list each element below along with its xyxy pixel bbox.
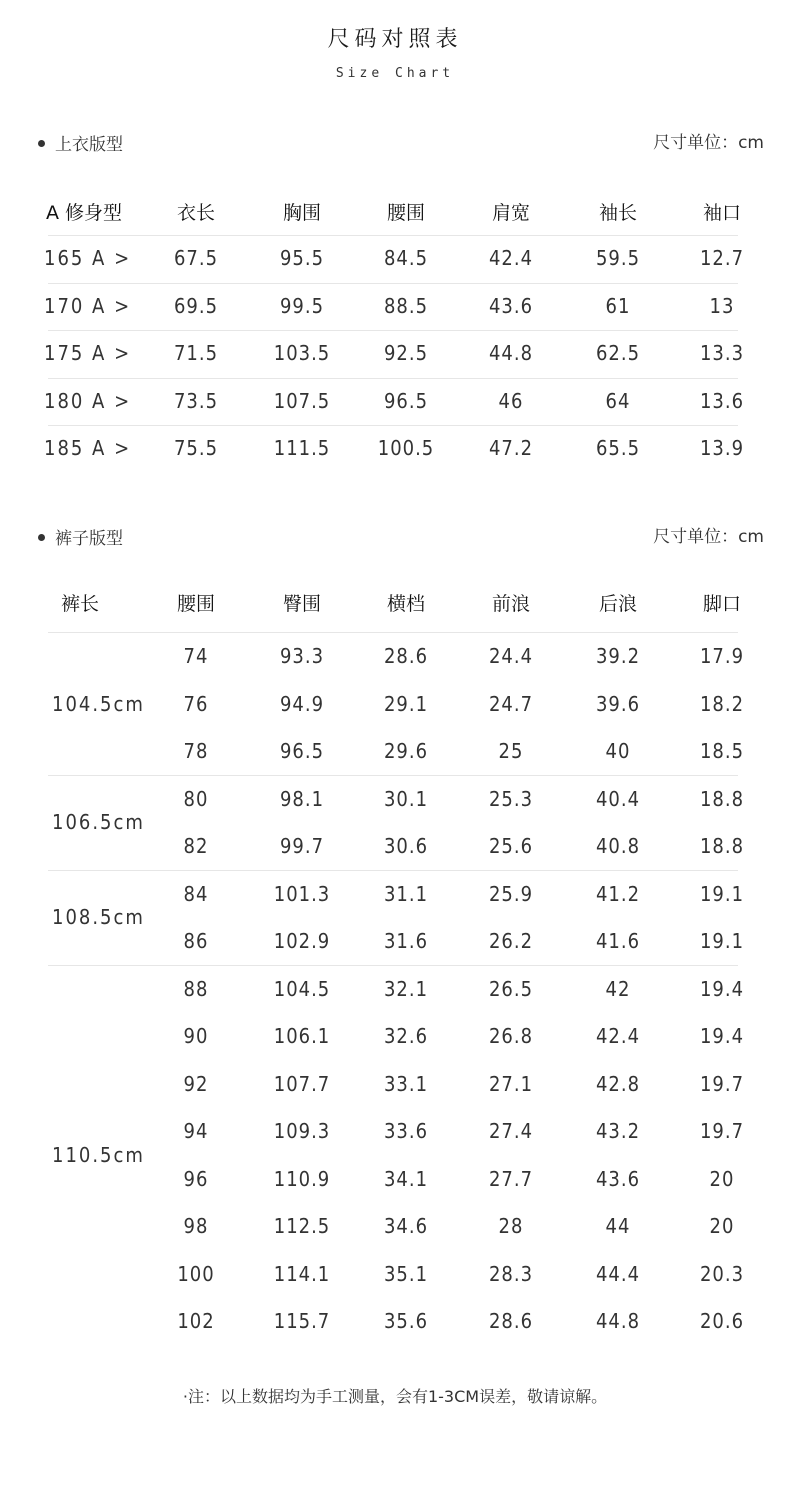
- table-cell: 19.7: [699, 1119, 745, 1143]
- table-cell: 39.6: [595, 692, 641, 716]
- table-cell: 26.2: [488, 929, 534, 953]
- table-cell: 29.1: [383, 692, 429, 716]
- table-cell: 26.8: [488, 1024, 534, 1048]
- table-cell: 78: [183, 739, 209, 763]
- table-cell: 101.3: [273, 882, 331, 906]
- row-divider: [48, 775, 738, 776]
- table-cell: 12.7: [699, 246, 745, 270]
- table-cell: 13.9: [699, 436, 745, 460]
- table-cell: 106.1: [273, 1024, 331, 1048]
- size-label: 165 A >: [44, 246, 132, 270]
- table-cell: 34.6: [383, 1214, 429, 1238]
- table-cell: 102: [177, 1309, 215, 1333]
- size-label: 180 A >: [44, 389, 132, 413]
- table-cell: 96.5: [279, 739, 325, 763]
- table-cell: 111.5: [273, 436, 331, 460]
- table-cell: 25: [498, 739, 524, 763]
- table-cell: 73.5: [173, 389, 219, 413]
- table-cell: 31.1: [383, 882, 429, 906]
- table-cell: 41.6: [595, 929, 641, 953]
- top-section-heading-text: 上衣版型: [55, 135, 123, 155]
- table-cell: 30.1: [383, 787, 429, 811]
- table-cell: 47.2: [488, 436, 534, 460]
- table-cell: 100: [177, 1262, 215, 1286]
- table-cell: 24.4: [488, 644, 534, 668]
- table-cell: 104.5: [273, 977, 331, 1001]
- table-cell: 17.9: [699, 644, 745, 668]
- table-cell: 59.5: [595, 246, 641, 270]
- table-cell: 32.1: [383, 977, 429, 1001]
- table-cell: 96: [183, 1167, 209, 1191]
- column-header: 衣长: [176, 202, 216, 224]
- bullet-icon: [38, 534, 45, 541]
- column-header: 前浪: [491, 593, 531, 615]
- bottom-section-heading-text: 裤子版型: [55, 529, 123, 549]
- table-cell: 102.9: [273, 929, 331, 953]
- table-cell: 24.7: [488, 692, 534, 716]
- table-cell: 28.3: [488, 1262, 534, 1286]
- column-header: 腰围: [176, 593, 216, 615]
- column-header: 腰围: [386, 202, 426, 224]
- column-header: 臀围: [282, 593, 322, 615]
- table-cell: 18.8: [699, 834, 745, 858]
- table-cell: 19.4: [699, 977, 745, 1001]
- table-cell: 43.6: [488, 294, 534, 318]
- table-cell: 67.5: [173, 246, 219, 270]
- table-cell: 99.5: [279, 294, 325, 318]
- column-header: 脚口: [702, 593, 742, 615]
- table-cell: 88: [183, 977, 209, 1001]
- table-cell: 27.4: [488, 1119, 534, 1143]
- row-divider: [48, 870, 738, 871]
- row-divider: [48, 283, 738, 284]
- table-cell: 93.3: [279, 644, 325, 668]
- table-cell: 44.8: [488, 341, 534, 365]
- column-header: A 修身型: [46, 202, 123, 224]
- table-cell: 20: [709, 1214, 735, 1238]
- table-cell: 107.7: [273, 1072, 331, 1096]
- table-cell: 44.4: [595, 1262, 641, 1286]
- table-cell: 76: [183, 692, 209, 716]
- table-cell: 18.5: [699, 739, 745, 763]
- table-cell: 19.1: [699, 929, 745, 953]
- size-label: 175 A >: [44, 341, 132, 365]
- table-cell: 20.3: [699, 1262, 745, 1286]
- table-cell: 90: [183, 1024, 209, 1048]
- table-cell: 94: [183, 1119, 209, 1143]
- table-cell: 39.2: [595, 644, 641, 668]
- table-cell: 94.9: [279, 692, 325, 716]
- row-divider: [48, 378, 738, 379]
- table-cell: 19.7: [699, 1072, 745, 1096]
- table-cell: 44.8: [595, 1309, 641, 1333]
- table-cell: 35.1: [383, 1262, 429, 1286]
- table-cell: 34.1: [383, 1167, 429, 1191]
- table-cell: 62.5: [595, 341, 641, 365]
- row-divider: [48, 235, 738, 236]
- table-cell: 92.5: [383, 341, 429, 365]
- table-cell: 19.1: [699, 882, 745, 906]
- table-cell: 115.7: [273, 1309, 331, 1333]
- table-cell: 42: [605, 977, 631, 1001]
- table-cell: 35.6: [383, 1309, 429, 1333]
- table-cell: 40: [605, 739, 631, 763]
- length-label: 104.5cm: [52, 692, 145, 716]
- length-label: 110.5cm: [52, 1143, 145, 1167]
- table-cell: 41.2: [595, 882, 641, 906]
- length-label: 108.5cm: [52, 905, 145, 929]
- table-cell: 84: [183, 882, 209, 906]
- table-cell: 30.6: [383, 834, 429, 858]
- row-divider: [48, 425, 738, 426]
- table-cell: 18.8: [699, 787, 745, 811]
- table-cell: 42.4: [488, 246, 534, 270]
- table-cell: 42.4: [595, 1024, 641, 1048]
- table-cell: 32.6: [383, 1024, 429, 1048]
- table-cell: 44: [605, 1214, 631, 1238]
- table-cell: 100.5: [377, 436, 435, 460]
- table-cell: 69.5: [173, 294, 219, 318]
- table-cell: 28: [498, 1214, 524, 1238]
- column-header: 袖长: [598, 202, 638, 224]
- table-cell: 27.7: [488, 1167, 534, 1191]
- table-cell: 31.6: [383, 929, 429, 953]
- table-cell: 107.5: [273, 389, 331, 413]
- table-cell: 20.6: [699, 1309, 745, 1333]
- page-title: 尺码对照表: [327, 27, 463, 52]
- table-cell: 71.5: [173, 341, 219, 365]
- row-divider: [48, 632, 738, 633]
- table-cell: 28.6: [383, 644, 429, 668]
- bullet-icon: [38, 140, 45, 147]
- table-cell: 99.7: [279, 834, 325, 858]
- row-divider: [48, 965, 738, 966]
- top-section-heading: [38, 130, 123, 155]
- table-cell: 114.1: [273, 1262, 331, 1286]
- table-cell: 29.6: [383, 739, 429, 763]
- column-header: 袖口: [702, 202, 742, 224]
- table-cell: 103.5: [273, 341, 331, 365]
- table-cell: 74: [183, 644, 209, 668]
- table-cell: 42.8: [595, 1072, 641, 1096]
- table-cell: 112.5: [273, 1214, 331, 1238]
- table-cell: 25.6: [488, 834, 534, 858]
- table-cell: 64: [605, 389, 631, 413]
- table-cell: 98: [183, 1214, 209, 1238]
- column-header: 肩宽: [491, 202, 531, 224]
- column-header: 胸围: [282, 202, 322, 224]
- row-divider: [48, 330, 738, 331]
- table-cell: 13: [709, 294, 735, 318]
- column-header: 后浪: [598, 593, 638, 615]
- table-cell: 43.2: [595, 1119, 641, 1143]
- table-cell: 84.5: [383, 246, 429, 270]
- table-cell: 82: [183, 834, 209, 858]
- table-cell: 19.4: [699, 1024, 745, 1048]
- table-cell: 109.3: [273, 1119, 331, 1143]
- table-cell: 86: [183, 929, 209, 953]
- table-cell: 110.9: [273, 1167, 331, 1191]
- table-cell: 88.5: [383, 294, 429, 318]
- table-cell: 65.5: [595, 436, 641, 460]
- table-cell: 46: [498, 389, 524, 413]
- table-cell: 98.1: [279, 787, 325, 811]
- table-cell: 40.4: [595, 787, 641, 811]
- table-cell: 13.3: [699, 341, 745, 365]
- bottom-section-heading: [38, 524, 123, 549]
- top-unit-label: 尺寸单位：cm: [653, 133, 764, 153]
- size-label: 185 A >: [44, 436, 132, 460]
- table-cell: 18.2: [699, 692, 745, 716]
- table-cell: 20: [709, 1167, 735, 1191]
- table-cell: 96.5: [383, 389, 429, 413]
- table-cell: 92: [183, 1072, 209, 1096]
- table-cell: 75.5: [173, 436, 219, 460]
- table-cell: 43.6: [595, 1167, 641, 1191]
- table-cell: 80: [183, 787, 209, 811]
- table-cell: 33.6: [383, 1119, 429, 1143]
- length-label: 106.5cm: [52, 810, 145, 834]
- measurement-note: ·注：以上数据均为手工测量，会有1-3CM误差，敬请谅解。: [182, 1387, 608, 1406]
- table-cell: 27.1: [488, 1072, 534, 1096]
- column-header: 裤长: [60, 593, 100, 615]
- column-header: 横档: [386, 593, 426, 615]
- table-cell: 95.5: [279, 246, 325, 270]
- page-subtitle: Size Chart: [335, 66, 455, 81]
- table-cell: 61: [605, 294, 631, 318]
- table-cell: 25.3: [488, 787, 534, 811]
- table-cell: 13.6: [699, 389, 745, 413]
- table-cell: 26.5: [488, 977, 534, 1001]
- table-cell: 28.6: [488, 1309, 534, 1333]
- table-cell: 25.9: [488, 882, 534, 906]
- table-cell: 40.8: [595, 834, 641, 858]
- bottom-unit-label: 尺寸单位：cm: [653, 527, 764, 547]
- size-label: 170 A >: [44, 294, 132, 318]
- table-cell: 33.1: [383, 1072, 429, 1096]
